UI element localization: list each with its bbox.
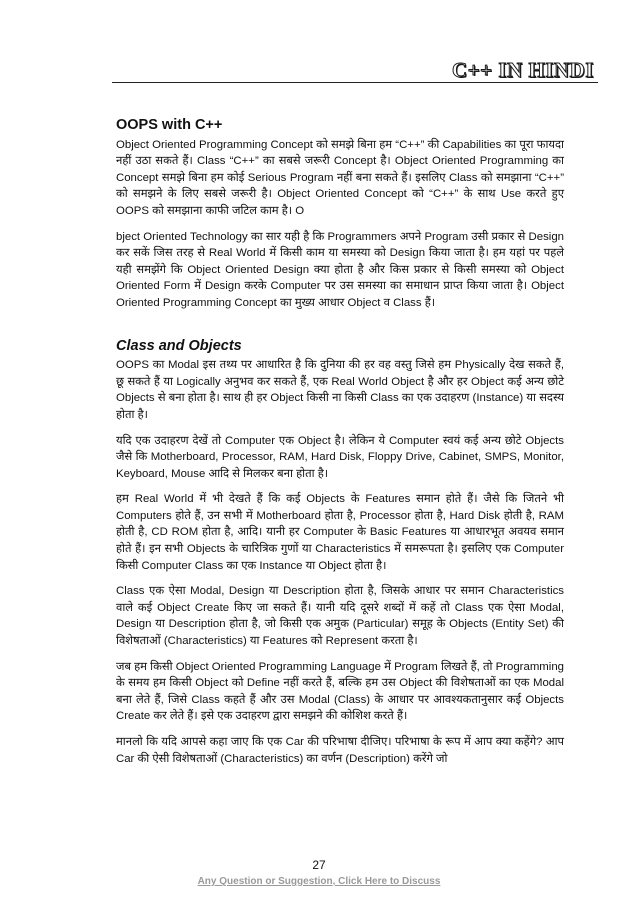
discuss-link[interactable]: Any Question or Suggestion, Click Here to Discuss: [197, 876, 441, 887]
paragraph-car-example: मानलो कि यदि आपसे कहा जाए कि एक Car की परिभाषा दीजिए। परिभाषा के रूप में आप क्या कहेंगे? आप Car की ऐसी विशेषताओं (Characteristics) का वर्णन (Description) करेंगे जो: [116, 736, 564, 765]
paragraph-oops-technology: bject Oriented Technology का सार यही है कि Programmers अपने Program उसी प्रकार से Design कर सकें जिस तरह से Real World में किसी काम या समस्या को Design किया जाता है। हम यहां पर पहले यही समझेंगे कि Object Oriented Design क्या होता है और किस प्रकार से किसी समस्या को Object Oriented Form में Design करके Computer पर उस समस्या का समाधान प्राप्त किया जाता है। Object Oriented Programming Concept का मुख्य आधार Object व Class हैं।: [116, 230, 564, 309]
paragraph-real-world-features: हम Real World में भी देखते हैं कि कई Objects के Features समान होते हैं। जैसे कि जितने भी Computers होते हैं, उन सभी में Motherboard होता है, Processor होता है, Hard Disk होती है, RAM होती है, CD ROM होता है, आदि। यानी हर Computer के Basic Features या आधारभूत अवयव समान होते हैं। इन सभी Objects के चारित्रिक गुणों या Characteristics में समरूपता है। इसलिए एक Computer किसी Computer Class का एक Instance या Object होता है।: [116, 493, 564, 572]
paragraph-programming-class: जब हम किसी Object Oriented Programming Language में Program लिखते हैं, तो Programming के समय हम किसी Object को Define नहीं करते हैं, बल्कि हम उस Object की विशेषताओं का एक Modal बना लेते हैं, जिसे Class कहते हैं और उस Modal (Class) के आधार पर आवश्यकतानुसार कई Objects Create कर लेते हैं। इसे एक उदाहरण द्वारा समझने की कोशिश करते हैं।: [116, 660, 564, 723]
page-number: 27: [312, 858, 326, 872]
section-heading-class-objects: Class and Objects: [116, 337, 242, 354]
section-heading-oops: OOPS with C++: [116, 117, 223, 133]
document-body: [116, 117, 564, 776]
document-header-title: C++ IN HINDI: [452, 58, 594, 82]
paragraph-class-definition: Class एक ऐसा Modal, Design या Description होता है, जिसके आधार पर समान Characteristics वाले कई Object Create किए जा सकते हैं। यानी यदि दूसरे शब्दों में कहें तो Class एक ऐसा Modal, Design या Description होता है, जो किसी एक अमुक (Particular) समूह के Objects (Entity Set) की विशेषताओं (Characteristics) या Features को Represent करता है।: [116, 585, 564, 648]
header-divider: [112, 82, 598, 83]
paragraph-oops-modal: OOPS का Modal इस तथ्य पर आधारित है कि दुनिया की हर वह वस्तु जिसे हम Physically देख सकते हैं, छू सकते हैं या Logically अनुभव कर सकते हैं, एक Real World Object है और हर Object कई अन्य छोटे Objects से बना होता है। साथ ही हर Object किसी ना किसी Class का एक उदाहरण (Instance) या सदस्य होता है।: [116, 359, 564, 421]
paragraph-oops-intro: Object Oriented Programming Concept को समझे बिना हम “C++” की Capabilities का पूरा फायदा नहीं उठा सकते हैं। Class “C++” का सबसे जरूरी Concept है। Object Oriented Programming का Concept समझे बिना हम कोई Serious Program नहीं बना सकते हैं। इसलिए Class को समझाना “C++” को समझने के लिए सबसे जरूरी है। Object Oriented Concept को “C++” के साथ Use करते हुए OOPS को समझाना काफी जटिल काम है। O: [116, 138, 564, 217]
paragraph-computer-example: यदि एक उदाहरण देखें तो Computer एक Object है। लेकिन ये Computer स्वयं कई अन्य छोटे Objects जैसे कि Motherboard, Processor, RAM, Hard Disk, Floppy Drive, Cabinet, SMPS, Monitor, Keyboard, Mouse आदि से मिलकर बना होता है।: [116, 434, 564, 480]
